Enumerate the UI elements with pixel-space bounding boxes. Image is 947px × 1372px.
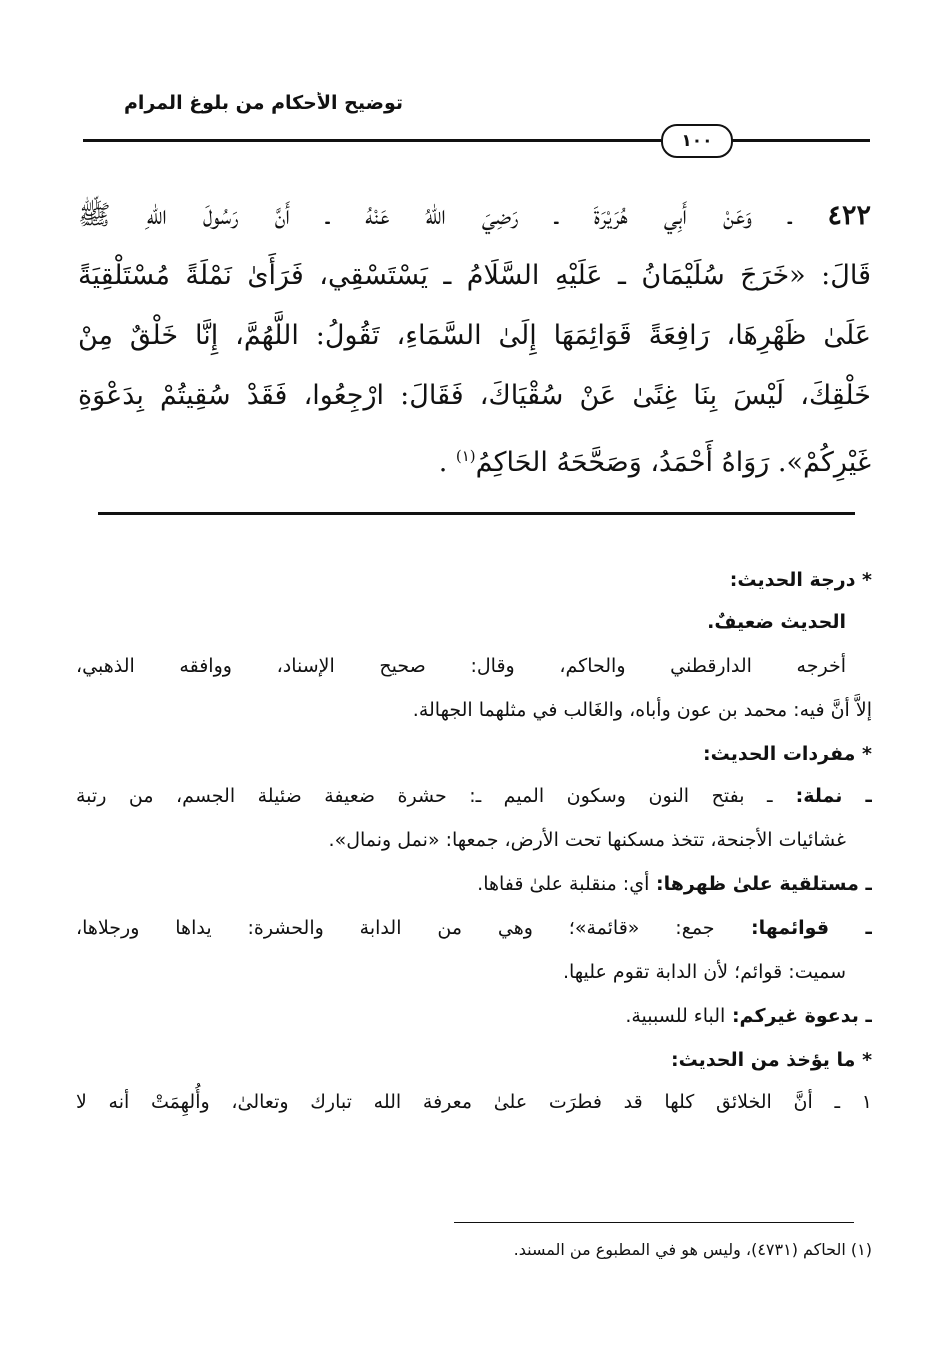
header-rule xyxy=(83,130,870,151)
running-title: توضيح الأحكام من بلوغ المرام xyxy=(123,92,403,114)
grade-verdict: الحديث ضعيفٌ. xyxy=(707,611,846,633)
section-divider xyxy=(98,512,855,515)
lessons-heading: * ما يؤخذ من الحديث: xyxy=(670,1049,872,1071)
vocab-term-mustalqiya: ـ مستلقية علىٰ ظهرها: xyxy=(649,873,872,895)
hadith-line-1-text: ـ وَعَنْ أَبِي هُرَيْرَةَ ـ رَضِيَ اللهُ عَنْهُ ـ أَنَّ رَسُولَ اللهِ ﷺ xyxy=(78,200,792,231)
vocab-item-2 xyxy=(76,862,872,906)
vocab-item-2-def: أي: منقلبة علىٰ قفاها. xyxy=(477,873,650,895)
hadith-line-2: قَالَ: «خَرَجَ سُلَيْمَانُ ـ عَلَيْهِ السَّلَامُ ـ يَسْتَسْقِي، فَرَأَىٰ نَمْلَةً مُسْتَلْقِيَةً xyxy=(78,260,871,291)
vocab-item-1-line-2: غشائيات الأجنحة، تتخذ مسكنها تحت الأرض، جمعها: «نمل ونمال». xyxy=(328,829,846,851)
vocab-item-1-def: ـ بفتح النون وسكون الميم ـ: حشرة ضعيفة ضئيلة الجسم، من رتبة xyxy=(76,785,773,807)
vocab-item-1-line-1 xyxy=(76,774,872,818)
grade-line-2: إلاَّ أنَّ فيه: محمد بن عون وأباه، والغَالب في مثلهما الجهالة. xyxy=(412,699,872,721)
hadith-line-1 xyxy=(78,186,871,246)
page-number: ١٠٠ xyxy=(661,124,733,158)
footnote-marker: (١) xyxy=(455,447,476,465)
hadith-line-4: خَلْقِكَ، لَيْسَ بِنَا غِنًىٰ عَنْ سُقْيَاكَ، فَقَالَ: ارْجِعُوا، فَقَدْ سُقِيتُمْ بِدَعْوَةِ xyxy=(78,380,871,411)
vocab-item-3-line-2: سميت: قوائم؛ لأن الدابة تقوم عليها. xyxy=(562,961,846,983)
hadith-line-5 xyxy=(78,426,871,486)
grade-heading: * درجة الحديث: xyxy=(729,569,872,591)
vocab-term-naml: ـ نملة: xyxy=(772,785,872,807)
vocab-term-qawaim: ـ قوائمها: xyxy=(714,917,872,939)
grade-line-1: أخرجه الدارقطني والحاكم، وقال: صحيح الإسناد، ووافقه الذهبي، xyxy=(76,655,846,677)
vocab-item-4-def: الباء للسببية. xyxy=(625,1005,726,1027)
vocab-item-3-def: جمع: «قائمة»؛ وهي من الدابة والحشرة: يداها ورجلاها، xyxy=(76,917,715,939)
header-rule-right xyxy=(731,139,870,142)
vocab-item-4 xyxy=(76,994,872,1038)
hadith-text xyxy=(78,186,871,486)
footnote: (١) الحاكم (٤٧٣١)، وليس هو في المطبوع من المسند. xyxy=(513,1240,872,1259)
vocab-term-bidawa: ـ بدعوة غيركم: xyxy=(725,1005,872,1027)
lesson-1-line-1: ١ ـ أنَّ الخلائق كلها قد فطرَت علىٰ معرفة الله تبارك وتعالىٰ، وأُلهِمَتْ أنه لا xyxy=(76,1091,872,1113)
header-rule-left xyxy=(83,139,661,142)
hadith-line-3: عَلَىٰ ظَهْرِهَا، رَافِعَةً قَوَائِمَهَا إِلَىٰ السَّمَاءِ، تَقُولُ: اللَّهُمَّ، إِنَّا خَلْقٌ مِنْ xyxy=(78,320,871,351)
hadith-line-5-text: غَيْرِكُمْ». رَوَاهُ أَحْمَدُ، وَصَحَّحَهُ الحَاكِمُ xyxy=(475,447,871,478)
hadith-number: ٤٢٢ xyxy=(827,200,871,231)
hadith-end: . xyxy=(438,447,456,478)
vocab-item-3-line-1 xyxy=(76,906,872,950)
commentary xyxy=(76,560,872,1124)
footnote-rule xyxy=(454,1222,854,1223)
vocab-heading: * مفردات الحديث: xyxy=(703,743,872,765)
